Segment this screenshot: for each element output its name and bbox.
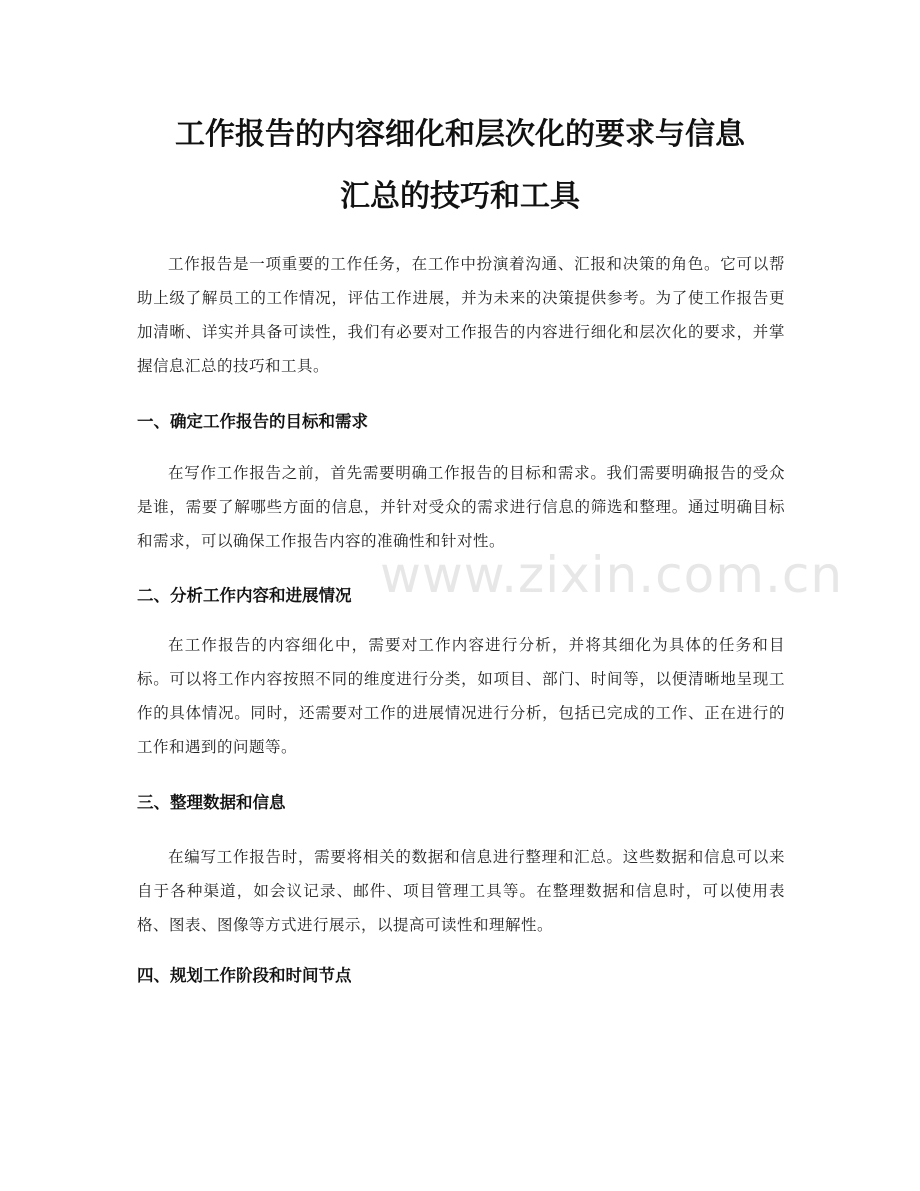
section-2-body: 在工作报告的内容细化中，需要对工作内容进行分析，并将其细化为具体的任务和目标。可以将工作内容按照不同的维度进行分类，如项目、部门、时间等，以便清晰地呈现工作的具体情况。同时，还需要对工作的进展情况进行分析，包括已完成的工作、正在进行的工作和遇到的问题等。: [137, 636, 785, 756]
section-1-body: 在写作工作报告之前，首先需要明确工作报告的目标和需求。我们需要明确报告的受众是谁，需要了解哪些方面的信息，并针对受众的需求进行信息的筛选和整理。通过明确目标和需求，可以确保工作报告内容的准确性和针对性。: [137, 464, 785, 550]
title-line-1: 工作报告的内容细化和层次化的要求与信息: [175, 117, 745, 152]
title-line-2: 汇总的技巧和工具: [340, 179, 580, 214]
watermark: www.zixin.com.cn: [380, 546, 844, 604]
intro-paragraph: 工作报告是一项重要的工作任务，在工作中扮演着沟通、汇报和决策的角色。它可以帮助上级了解员工的工作情况，评估工作进展，并为未来的决策提供参考。为了使工作报告更加清晰、详实并具备可读性，我们有必要对工作报告的内容进行细化和层次化的要求，并掌握信息汇总的技巧和工具。: [137, 255, 785, 375]
document-title: [110, 104, 810, 228]
section-4-heading: 四、规划工作阶段和时间节点: [137, 966, 352, 985]
section-3-body: 在编写工作报告时，需要将相关的数据和信息进行整理和汇总。这些数据和信息可以来自于各种渠道，如会议记录、邮件、项目管理工具等。在整理数据和信息时，可以使用表格、图表、图像等方式进行展示，以提高可读性和理解性。: [137, 848, 785, 934]
section-1-heading: 一、确定工作报告的目标和需求: [137, 412, 368, 431]
section-3-heading: 三、整理数据和信息: [137, 793, 286, 812]
section-2-heading: 二、分析工作内容和进展情况: [137, 586, 352, 605]
